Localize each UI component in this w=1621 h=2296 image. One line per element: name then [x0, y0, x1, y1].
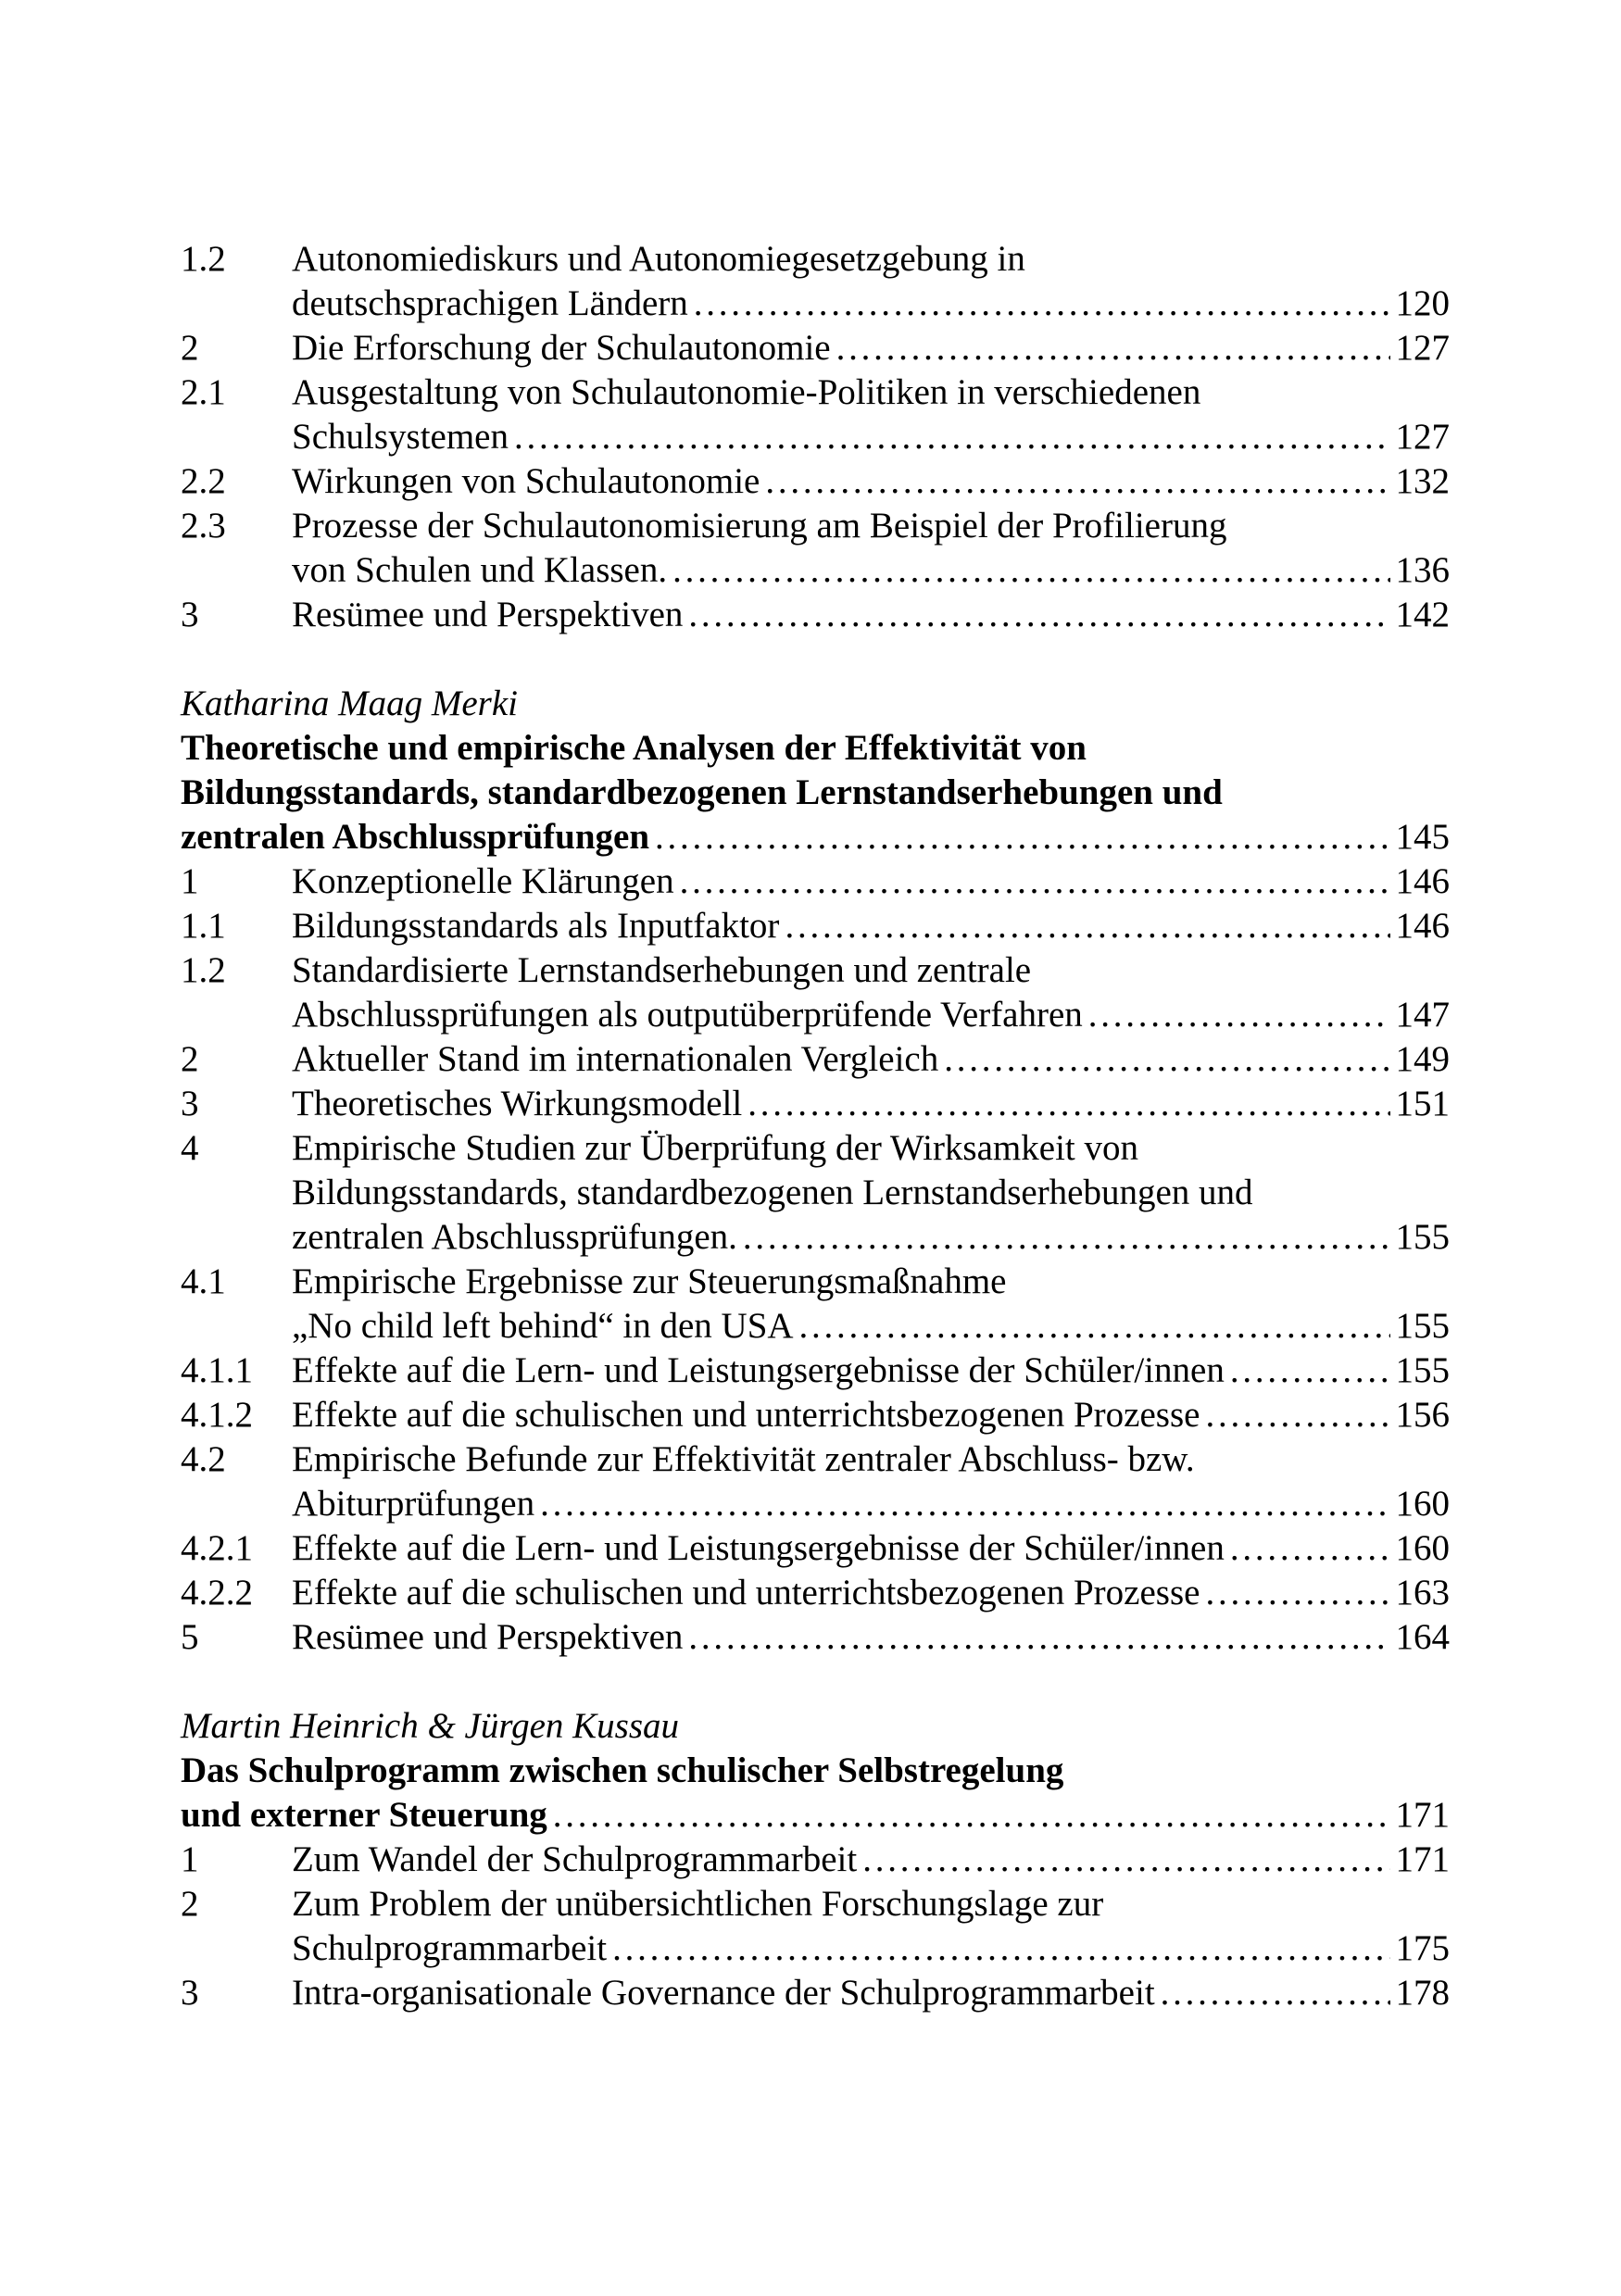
entry-line	[292, 1971, 1450, 2015]
entry-body	[292, 1882, 1450, 1971]
toc-entry	[181, 237, 1450, 326]
toc-entry	[181, 1126, 1450, 1260]
page-number: 178	[1395, 1973, 1450, 2013]
entry-line	[292, 948, 1450, 993]
entry-title: Empirische Ergebnisse zur Steuerungsmaßnahme	[292, 1261, 1007, 1301]
entry-line	[292, 415, 1450, 459]
entry-number: 1.2	[181, 239, 226, 279]
entry-title: Empirische Befunde zur Effektivität zentraler Abschluss- bzw.	[292, 1439, 1195, 1479]
toc-entry	[181, 593, 1450, 637]
page-number: 155	[1395, 1217, 1450, 1257]
chapter-title-line: Das Schulprogramm zwischen schulischer Selbstregelung	[181, 1750, 1064, 1790]
entry-number: 4.2	[181, 1439, 226, 1479]
entry-title: Autonomiediskurs und Autonomiegesetzgebung in	[292, 239, 1025, 279]
entry-line	[292, 548, 1450, 593]
dot-leader	[1205, 1571, 1389, 1615]
entry-body	[292, 1971, 1450, 2015]
entry-line	[292, 1349, 1450, 1393]
entry-body	[292, 859, 1450, 904]
entry-line	[292, 1393, 1450, 1437]
entry-body	[292, 1526, 1450, 1571]
entry-title: Aktueller Stand im internationalen Vergleich	[292, 1039, 939, 1079]
entry-title: deutschsprachigen Ländern	[292, 283, 688, 323]
entry-title: Empirische Studien zur Überprüfung der Wirksamkeit von	[292, 1128, 1138, 1168]
toc-entry	[181, 1615, 1450, 1660]
entry-number: 5	[181, 1617, 199, 1657]
toc-entry	[181, 504, 1450, 593]
toc-entry	[181, 1571, 1450, 1615]
chapter-author: Martin Heinrich & Jürgen Kussau	[181, 1706, 680, 1746]
page-number: 171	[1395, 1795, 1450, 1835]
entry-title: Intra-organisationale Governance der Schulprogrammarbeit	[292, 1973, 1155, 2013]
entry-body	[292, 370, 1450, 459]
entry-line	[292, 326, 1450, 370]
dot-leader	[514, 415, 1390, 459]
entry-body	[292, 504, 1450, 593]
entry-body	[292, 1615, 1450, 1660]
dot-leader	[540, 1482, 1389, 1526]
entry-title: Effekte auf die Lern- und Leistungsergebnisse der Schüler/innen	[292, 1528, 1225, 1568]
page-number: 120	[1395, 283, 1450, 323]
page-number: 160	[1395, 1528, 1450, 1568]
toc-entry	[181, 1393, 1450, 1437]
toc-section	[181, 237, 1450, 637]
dot-leader	[785, 904, 1389, 948]
entry-line	[292, 1437, 1450, 1482]
entry-title: Wirkungen von Schulautonomie	[292, 461, 760, 501]
entry-body	[292, 1260, 1450, 1349]
toc-entry	[181, 1526, 1450, 1571]
entry-title: „No child left behind“ in den USA	[292, 1306, 794, 1346]
entry-number: 1	[181, 861, 199, 901]
dot-leader	[944, 1037, 1389, 1082]
entry-title: Standardisierte Lernstandserhebungen und zentrale	[292, 950, 1032, 990]
entry-number: 2	[181, 1039, 199, 1079]
entry-body	[292, 326, 1450, 370]
dot-leader	[688, 1615, 1389, 1660]
toc-entry	[181, 1882, 1450, 1971]
page-number: 145	[1395, 817, 1450, 857]
page-number: 164	[1395, 1617, 1450, 1657]
page-number: 132	[1395, 461, 1450, 501]
entry-line	[292, 282, 1450, 326]
dot-leader	[1230, 1349, 1390, 1393]
entry-number: 1.1	[181, 906, 226, 946]
entry-line	[292, 1571, 1450, 1615]
dot-leader	[1161, 1971, 1390, 2015]
page-number: 146	[1395, 906, 1450, 946]
entry-body	[292, 1437, 1450, 1526]
dot-leader	[680, 859, 1390, 904]
toc-entry	[181, 859, 1450, 904]
entry-title: Die Erforschung der Schulautonomie	[292, 328, 831, 368]
entry-number: 4.2.2	[181, 1573, 253, 1612]
entry-number: 4.1.2	[181, 1395, 253, 1435]
page-number: 142	[1395, 595, 1450, 634]
dot-leader	[765, 459, 1389, 504]
entry-line	[292, 1126, 1450, 1171]
dot-leader	[655, 815, 1389, 859]
dot-leader	[612, 1926, 1389, 1971]
dot-leader	[672, 548, 1389, 593]
toc-entry	[181, 1838, 1450, 1882]
entry-line	[292, 1482, 1450, 1526]
entry-title: Bildungsstandards, standardbezogenen Lernstandserhebungen und	[292, 1173, 1253, 1212]
toc-entry	[181, 1437, 1450, 1526]
chapter-title-line: Bildungsstandards, standardbezogenen Lernstandserhebungen und	[181, 772, 1223, 812]
page-number: 175	[1395, 1928, 1450, 1968]
entry-title: Theoretisches Wirkungsmodell	[292, 1084, 743, 1123]
entry-line	[292, 1926, 1450, 1971]
entry-body	[292, 593, 1450, 637]
entry-body	[292, 1349, 1450, 1393]
entry-title: Prozesse der Schulautonomisierung am Beispiel der Profilierung	[292, 506, 1227, 546]
entry-line	[292, 1838, 1450, 1882]
page-number: 171	[1395, 1839, 1450, 1879]
entry-title: Zum Problem der unübersichtlichen Forschungslage zur	[292, 1884, 1104, 1924]
entry-title: Konzeptionelle Klärungen	[292, 861, 674, 901]
toc-entry	[181, 1037, 1450, 1082]
entry-title: Abschlussprüfungen als outputüberprüfende Verfahren	[292, 995, 1083, 1035]
toc-entry	[181, 1971, 1450, 2015]
entry-body	[292, 1571, 1450, 1615]
chapter-title-line	[181, 815, 1450, 859]
chapter-title-text: zentralen Abschlussprüfungen	[181, 817, 650, 857]
toc-entry	[181, 1349, 1450, 1393]
dot-leader	[1230, 1526, 1390, 1571]
dot-leader	[688, 593, 1389, 637]
toc-entry	[181, 904, 1450, 948]
page-number: 136	[1395, 550, 1450, 590]
dot-leader	[1205, 1393, 1389, 1437]
table-of-contents	[181, 237, 1450, 2015]
entry-title: Effekte auf die Lern- und Leistungsergebnisse der Schüler/innen	[292, 1350, 1225, 1390]
page-number: 155	[1395, 1306, 1450, 1346]
entry-line	[292, 1082, 1450, 1126]
page-number: 163	[1395, 1573, 1450, 1612]
entry-line	[292, 859, 1450, 904]
entry-title: von Schulen und Klassen.	[292, 550, 668, 590]
entry-body	[292, 1126, 1450, 1260]
page-number: 156	[1395, 1395, 1450, 1435]
page-number: 127	[1395, 328, 1450, 368]
toc-entry	[181, 370, 1450, 459]
entry-body	[292, 1037, 1450, 1082]
dot-leader	[748, 1082, 1389, 1126]
entry-line	[292, 1260, 1450, 1304]
page-number: 155	[1395, 1350, 1450, 1390]
entry-line	[292, 1882, 1450, 1926]
entry-line	[292, 504, 1450, 548]
page-number: 151	[1395, 1084, 1450, 1123]
entry-line	[292, 993, 1450, 1037]
toc-entry	[181, 1260, 1450, 1349]
entry-number: 4.1.1	[181, 1350, 253, 1390]
entry-body	[292, 1393, 1450, 1437]
entry-number: 3	[181, 1084, 199, 1123]
entry-title: Abiturprüfungen	[292, 1484, 535, 1524]
toc-entry	[181, 948, 1450, 1037]
entry-number: 2.3	[181, 506, 226, 546]
chapter-title-line: Theoretische und empirische Analysen der Effektivität von	[181, 728, 1087, 768]
entry-number: 2.2	[181, 461, 226, 501]
page-number: 127	[1395, 417, 1450, 457]
entry-title: Effekte auf die schulischen und unterrichtsbezogenen Prozesse	[292, 1395, 1200, 1435]
entry-body	[292, 948, 1450, 1037]
entry-title: Ausgestaltung von Schulautonomie-Politiken in verschiedenen	[292, 372, 1201, 412]
entry-line	[292, 904, 1450, 948]
entry-line	[292, 370, 1450, 415]
toc-section	[181, 1704, 1450, 2015]
entry-line	[292, 1526, 1450, 1571]
entry-title: Zum Wandel der Schulprogrammarbeit	[292, 1839, 858, 1879]
page-number: 160	[1395, 1484, 1450, 1524]
dot-leader	[553, 1793, 1390, 1838]
dot-leader	[799, 1304, 1390, 1349]
entry-number: 3	[181, 595, 199, 634]
entry-number: 2.1	[181, 372, 226, 412]
toc-entry	[181, 1082, 1450, 1126]
entry-line	[292, 1304, 1450, 1349]
entry-number: 1	[181, 1839, 199, 1879]
entry-title: zentralen Abschlussprüfungen.	[292, 1217, 737, 1257]
dot-leader	[1088, 993, 1390, 1037]
chapter-title-text: und externer Steuerung	[181, 1795, 547, 1835]
entry-title: Resümee und Perspektiven	[292, 1617, 684, 1657]
entry-title: Schulprogrammarbeit	[292, 1928, 608, 1968]
toc-entry	[181, 459, 1450, 504]
entry-number: 4.2.1	[181, 1528, 253, 1568]
toc-entry	[181, 326, 1450, 370]
entry-line	[292, 237, 1450, 282]
entry-line	[292, 593, 1450, 637]
toc-section	[181, 682, 1450, 1660]
entry-line	[292, 1171, 1450, 1215]
chapter-title-line	[181, 1793, 1450, 1838]
dot-leader	[836, 326, 1390, 370]
entry-number: 3	[181, 1973, 199, 2013]
page-number: 149	[1395, 1039, 1450, 1079]
entry-number: 2	[181, 1884, 199, 1924]
page-number: 146	[1395, 861, 1450, 901]
entry-title: Schulsystemen	[292, 417, 509, 457]
page-number: 147	[1395, 995, 1450, 1035]
entry-number: 1.2	[181, 950, 226, 990]
entry-title: Bildungsstandards als Inputfaktor	[292, 906, 780, 946]
dot-leader	[694, 282, 1390, 326]
entry-line	[292, 1215, 1450, 1260]
entry-title: Resümee und Perspektiven	[292, 595, 684, 634]
entry-number: 4	[181, 1128, 199, 1168]
entry-body	[292, 1082, 1450, 1126]
entry-title: Effekte auf die schulischen und unterrichtsbezogenen Prozesse	[292, 1573, 1200, 1612]
chapter-author: Katharina Maag Merki	[181, 684, 518, 723]
dot-leader	[743, 1215, 1390, 1260]
entry-line	[292, 1037, 1450, 1082]
entry-body	[292, 237, 1450, 326]
entry-number: 2	[181, 328, 199, 368]
entry-body	[292, 459, 1450, 504]
entry-body	[292, 904, 1450, 948]
entry-body	[292, 1838, 1450, 1882]
entry-line	[292, 1615, 1450, 1660]
entry-number: 4.1	[181, 1261, 226, 1301]
dot-leader	[862, 1838, 1389, 1882]
entry-line	[292, 459, 1450, 504]
